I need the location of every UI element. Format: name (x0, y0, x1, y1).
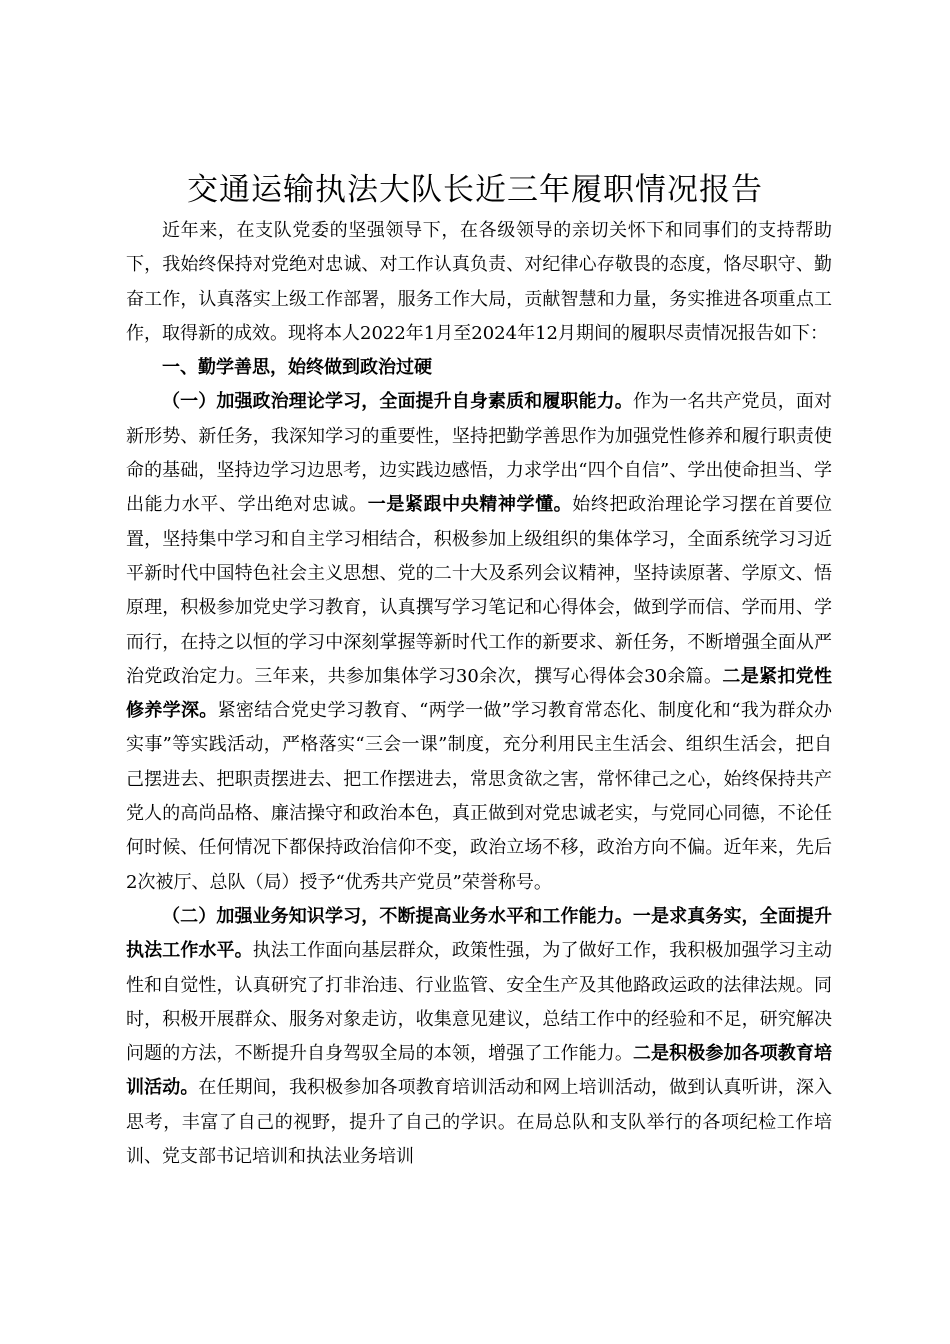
paragraph-text: 在任期间，我积极参加各项教育培训活动和网上培训活动，做到认真听讲，深入思考，丰富了自己的视野，提升了自己的学识。在局总队和支队举行的各项纪检工作培训、党支部书记培训和执法业务培训 (126, 1077, 832, 1168)
paragraph-political-study (126, 385, 832, 899)
document-title: 交通运输执法大队长近三年履职情况报告 (187, 172, 763, 208)
section-heading: 一、勤学善思，始终做到政治过硬 (162, 357, 432, 379)
paragraph-text: 始终把政治理论学习摆在首要位置，坚持集中学习和自主学习相结合，积极参加上级组织的集体学习，全面系统学习习近平新时代中国特色社会主义思想、党的二十大及系列会议精神，坚持读原著、学原文、悟原理，积极参加党史学习教育，认真撰写学习笔记和心得体会，做到学而信、学而用、学而行，在持之以恒的学习中深刻掌握等新时代工作的新要求、新任务，不断增强全面从严治党政治定力。三年来，共参加集体学习30余次，撰写心得体会30余篇。 (126, 494, 833, 687)
paragraph-business-study (126, 900, 832, 1174)
paragraph-text: 紧密结合党史学习教育、“两学一做”学习教育常态化、制度化和“我为群众办实事”等实践活动，严格落实“三会一课”制度，充分利用民主生活会、组织生活会，把自己摆进去、把职责摆进去、把工作摆进去，常思贪欲之害，常怀律己之心，始终保持共产党人的高尚品格、廉洁操守和政治本色，真正做到对党忠诚老实，与党同心同德，不论任何时候、任何情况下都保持政治信仰不变，政治立场不移，政治方向不偏。近年来，先后2次被厅、总队（局）授予“优秀共产党员”荣誉称号。 (126, 700, 832, 893)
point-heading: 一是求真务实，全面提升执法工作水平。 (126, 905, 833, 962)
point-heading: 二是紧扣党性修养学深。 (126, 665, 833, 722)
point-heading: 二是积极参加各项教育培训活动。 (126, 1043, 833, 1099)
subsection-lead: （二）加强业务知识学习，不断提高业务水平和工作能力。 (162, 905, 633, 927)
paragraph-text: 作为一名共产党员，面对新形势、新任务，我深知学习的重要性，坚持把勤学善思作为加强党性修养和履行职责使命的基础，坚持边学习边思考，边实践边感悟，力求学出“四个自信”、学出使命担当、学出能力水平、学出绝对忠诚。 (126, 391, 833, 516)
point-heading: 一是紧跟中央精神学懂。 (367, 494, 573, 516)
paragraph-text: 执法工作面向基层群众，政策性强，为了做好工作，我积极加强学习主动性和自觉性，认真研究了打非治违、行业监管、安全生产及其他路政运政的法律法规。同时，积极开展群众、服务对象走访，收集意见建议，总结工作中的经验和不足，研究解决问题的方法，不断提升自身驾驭全局的本领，增强了工作能力。 (126, 940, 833, 1065)
subsection-lead: （一）加强政治理论学习，全面提升自身素质和履职能力。 (162, 391, 633, 413)
intro-paragraph: 近年来，在支队党委的坚强领导下，在各级领导的亲切关怀下和同事们的支持帮助下，我始终保持对党绝对忠诚、对工作认真负责、对纪律心存敬畏的态度，恪尽职守、勤奋工作，认真落实上级工作部署，服务工作大局，贡献智慧和力量，务实推进各项重点工作，取得新的成效。现将本人2022年1月至2024年12月期间的履职尽责情况报告如下： (126, 220, 832, 344)
document-body (126, 214, 832, 1174)
